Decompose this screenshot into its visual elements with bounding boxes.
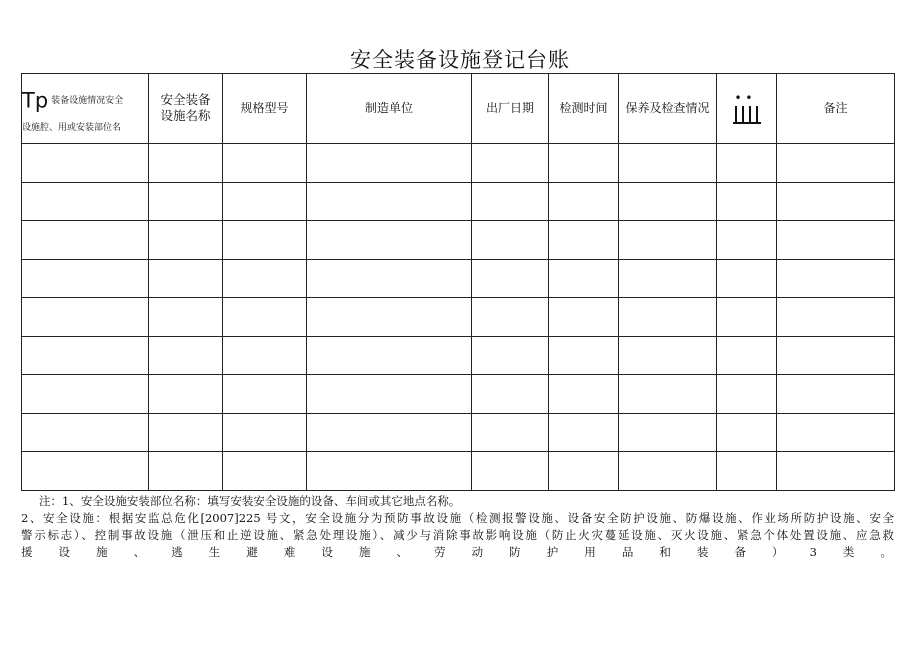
- cell-glyph-column[interactable]: [717, 336, 777, 375]
- cell-remarks[interactable]: [777, 221, 895, 260]
- glyph-dots-text: • •: [734, 91, 753, 105]
- cell-manufacturer[interactable]: [307, 144, 472, 183]
- cell-glyph-column[interactable]: [717, 452, 777, 491]
- cell-manufacturer[interactable]: [307, 221, 472, 260]
- cell-install-location[interactable]: [22, 298, 149, 337]
- cell-inspection-time[interactable]: [549, 221, 619, 260]
- cell-spec-model[interactable]: [223, 298, 307, 337]
- cell-facility-name[interactable]: [149, 375, 223, 414]
- header-location-line1: 装备设施情况安全: [51, 95, 124, 106]
- table-row: [22, 336, 895, 375]
- cell-remarks[interactable]: [777, 336, 895, 375]
- cell-inspection-time[interactable]: [549, 298, 619, 337]
- cell-factory-date[interactable]: [472, 182, 549, 221]
- cell-remarks[interactable]: [777, 375, 895, 414]
- cell-maintenance[interactable]: [619, 182, 717, 221]
- cell-install-location[interactable]: [22, 336, 149, 375]
- cell-maintenance[interactable]: [619, 221, 717, 260]
- table-header-row: [22, 74, 895, 144]
- cell-facility-name[interactable]: [149, 221, 223, 260]
- cell-facility-name[interactable]: [149, 452, 223, 491]
- cell-manufacturer[interactable]: [307, 336, 472, 375]
- cell-factory-date[interactable]: [472, 452, 549, 491]
- header-location-line2: 设施腔、用或安装部位名: [22, 122, 122, 133]
- cell-glyph-column[interactable]: [717, 259, 777, 298]
- header-facility-name: [149, 74, 223, 144]
- cell-maintenance[interactable]: [619, 413, 717, 452]
- table-row: [22, 298, 895, 337]
- cell-spec-model[interactable]: [223, 144, 307, 183]
- cell-glyph-column[interactable]: [717, 221, 777, 260]
- header-name-line2: 设施名称: [160, 108, 211, 123]
- cell-remarks[interactable]: [777, 144, 895, 183]
- header-remarks: 备注: [777, 74, 895, 144]
- cell-spec-model[interactable]: [223, 182, 307, 221]
- cell-install-location[interactable]: [22, 144, 149, 183]
- cell-facility-name[interactable]: [149, 298, 223, 337]
- cell-glyph-column[interactable]: [717, 182, 777, 221]
- cell-glyph-column[interactable]: [717, 413, 777, 452]
- cell-maintenance[interactable]: [619, 144, 717, 183]
- cell-spec-model[interactable]: [223, 259, 307, 298]
- note-2-line-3: 援设施、逃生避难设施、劳动防护用品和装备）3类。: [21, 545, 894, 559]
- header-garbled-glyph: [717, 74, 777, 144]
- cell-factory-date[interactable]: [472, 413, 549, 452]
- cell-install-location[interactable]: [22, 452, 149, 491]
- header-factory-date: 出厂日期: [472, 74, 549, 144]
- cell-spec-model[interactable]: [223, 336, 307, 375]
- cell-facility-name[interactable]: [149, 413, 223, 452]
- cell-manufacturer[interactable]: [307, 452, 472, 491]
- header-install-location: [22, 74, 149, 144]
- table-row: [22, 375, 895, 414]
- cell-spec-model[interactable]: [223, 221, 307, 260]
- table-row: [22, 182, 895, 221]
- page-title: 安全装备设施登记台账: [350, 48, 570, 72]
- cell-manufacturer[interactable]: [307, 182, 472, 221]
- cell-glyph-column[interactable]: [717, 144, 777, 183]
- header-maintenance: 保养及检查情况: [619, 74, 717, 144]
- cell-maintenance[interactable]: [619, 298, 717, 337]
- cell-spec-model[interactable]: [223, 375, 307, 414]
- cell-maintenance[interactable]: [619, 336, 717, 375]
- cell-factory-date[interactable]: [472, 336, 549, 375]
- cell-factory-date[interactable]: [472, 259, 549, 298]
- bars-glyph-icon: [733, 106, 761, 124]
- note-2-line-1: 2、安全设施：根据安监总危化[2007]225 号文，安全设施分为预防事故设施（检测报警设施、设备安全防护设施、防爆设施、作业场所防护设施、安全: [21, 511, 894, 525]
- cell-remarks[interactable]: [777, 452, 895, 491]
- header-location-tp: Tp: [22, 88, 49, 113]
- cell-factory-date[interactable]: [472, 221, 549, 260]
- cell-install-location[interactable]: [22, 221, 149, 260]
- cell-remarks[interactable]: [777, 259, 895, 298]
- cell-factory-date[interactable]: [472, 375, 549, 414]
- cell-inspection-time[interactable]: [549, 144, 619, 183]
- header-inspection-time: 检测时间: [549, 74, 619, 144]
- header-name-line1: 安全装备: [160, 92, 211, 107]
- cell-factory-date[interactable]: [472, 144, 549, 183]
- cell-remarks[interactable]: [777, 182, 895, 221]
- table-row: [22, 221, 895, 260]
- table-row: [22, 259, 895, 298]
- cell-remarks[interactable]: [777, 298, 895, 337]
- cell-manufacturer[interactable]: [307, 413, 472, 452]
- cell-maintenance[interactable]: [619, 452, 717, 491]
- cell-glyph-column[interactable]: [717, 375, 777, 414]
- notes-section: [21, 493, 894, 561]
- cell-install-location[interactable]: [22, 375, 149, 414]
- note-1: 注：1、安全设施安装部位名称：填写安装安全设施的设备、车间或其它地点名称。: [39, 494, 461, 508]
- header-spec-model: 规格型号: [223, 74, 307, 144]
- cell-glyph-column[interactable]: [717, 298, 777, 337]
- cell-install-location[interactable]: [22, 259, 149, 298]
- cell-spec-model[interactable]: [223, 413, 307, 452]
- cell-facility-name[interactable]: [149, 144, 223, 183]
- cell-maintenance[interactable]: [619, 259, 717, 298]
- cell-facility-name[interactable]: [149, 336, 223, 375]
- cell-inspection-time[interactable]: [549, 336, 619, 375]
- table-row: [22, 144, 895, 183]
- table-row: [22, 413, 895, 452]
- cell-inspection-time[interactable]: [549, 259, 619, 298]
- header-manufacturer: 制造单位: [307, 74, 472, 144]
- cell-manufacturer[interactable]: [307, 298, 472, 337]
- cell-factory-date[interactable]: [472, 298, 549, 337]
- cell-manufacturer[interactable]: [307, 259, 472, 298]
- cell-manufacturer[interactable]: [307, 375, 472, 414]
- garbled-glyph-icon: [731, 86, 763, 128]
- table-row: [22, 452, 895, 491]
- cell-facility-name[interactable]: [149, 259, 223, 298]
- cell-inspection-time[interactable]: [549, 413, 619, 452]
- cell-install-location[interactable]: [22, 413, 149, 452]
- cell-facility-name[interactable]: [149, 182, 223, 221]
- cell-inspection-time[interactable]: [549, 182, 619, 221]
- note-2-line-2: 警示标志）、控制事故设施（泄压和止逆设施、紧急处理设施）、减少与消除事故影响设施（防止火灾蔓延设施、灭火设施、紧急个体处置设施、应急救: [21, 528, 894, 542]
- cell-install-location[interactable]: [22, 182, 149, 221]
- cell-inspection-time[interactable]: [549, 375, 619, 414]
- cell-inspection-time[interactable]: [549, 452, 619, 491]
- table-body: [22, 144, 895, 491]
- equipment-ledger-table: [21, 73, 895, 491]
- cell-remarks[interactable]: [777, 413, 895, 452]
- cell-spec-model[interactable]: [223, 452, 307, 491]
- cell-maintenance[interactable]: [619, 375, 717, 414]
